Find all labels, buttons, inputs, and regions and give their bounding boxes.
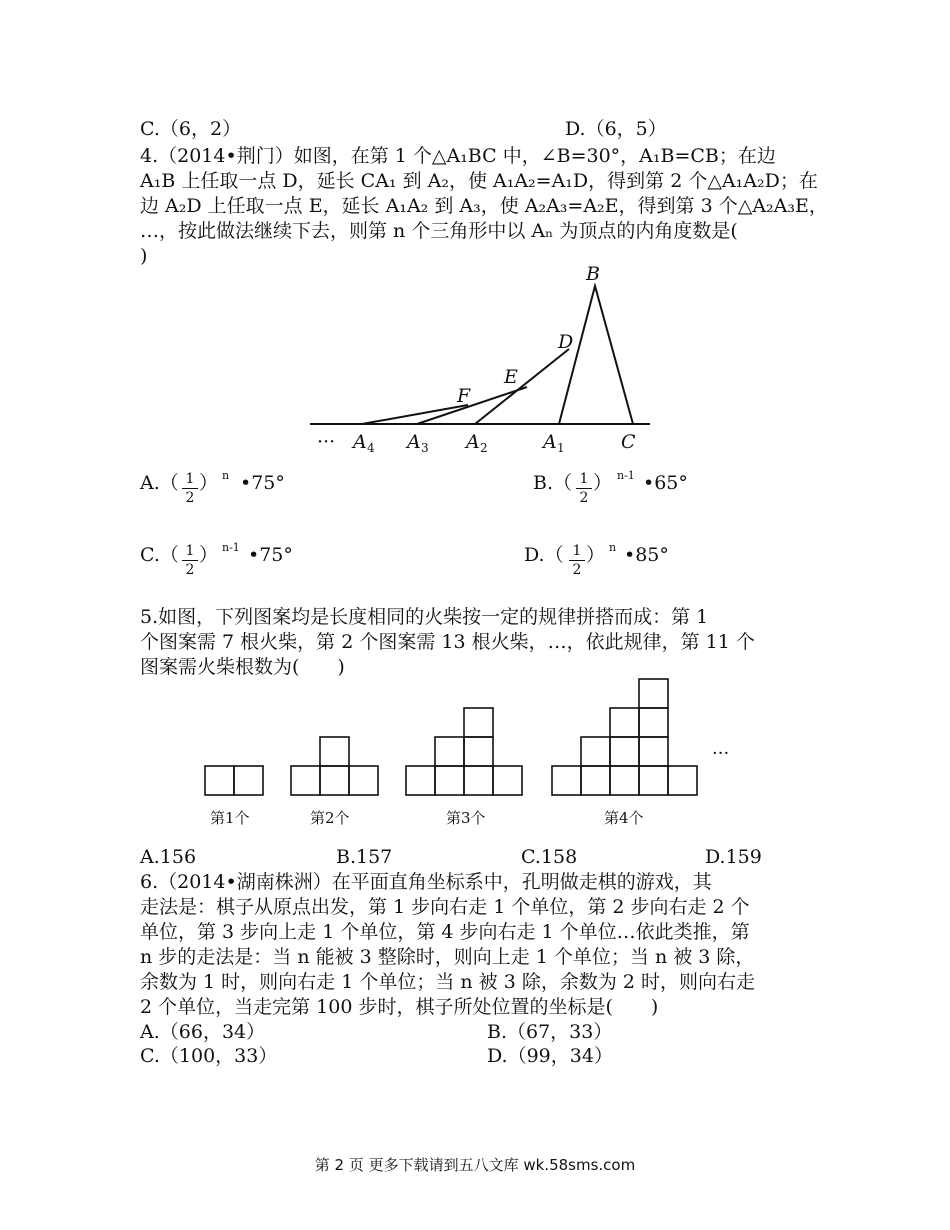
numerator: 1 xyxy=(182,470,198,489)
q4-option-d-fraction xyxy=(569,542,585,579)
label-a2: A xyxy=(466,431,480,453)
q5-stem-line-1: 5.如图，下列图案均是长度相同的火柴按一定的规律拼搭而成：第 1 xyxy=(140,606,709,628)
label-f: F xyxy=(457,385,471,407)
label-a1: A xyxy=(543,431,557,453)
label-a1-sub: 1 xyxy=(557,441,565,455)
q4-option-d-label: D.（ xyxy=(524,544,564,566)
q6-stem-line-4: n 步的走法是：当 n 能被 3 整除时，则向上走 1 个单位；当 n 被 3 除， xyxy=(140,946,755,968)
q6-option-a: A.（66，34） xyxy=(140,1021,266,1043)
label-a4-sub: 4 xyxy=(367,441,375,455)
pattern-1 xyxy=(205,766,263,795)
numerator: 1 xyxy=(569,542,585,561)
label-a3-sub: 3 xyxy=(421,441,429,455)
label-a4: A xyxy=(353,431,367,453)
q4-option-a-label: A.（ xyxy=(140,472,179,494)
q4-stem-line-5: ) xyxy=(140,245,148,267)
q4-option-c-tail: •75° xyxy=(248,544,293,566)
label-dots: ··· xyxy=(317,431,336,453)
q3-option-d: D.（6，5） xyxy=(565,118,667,140)
label-a2-sub: 2 xyxy=(480,441,488,455)
label-e: E xyxy=(504,366,518,388)
q5-option-a: A.156 xyxy=(140,846,197,868)
q6-stem-line-2: 走法是：棋子从原点出发，第 1 步向右走 1 个单位，第 2 步向右走 2 个 xyxy=(140,896,750,918)
q6-stem-line-5: 余数为 1 时，则向右走 1 个单位；当 n 被 3 除，余数为 2 时，则向右走 xyxy=(140,971,755,993)
denominator: 2 xyxy=(572,562,582,578)
q4-stem-line-3: 边 A₂D 上任取一点 E，延长 A₁A₂ 到 A₃，使 A₂A₃=A₂E，得到第 3 个△A₂A₃E， xyxy=(140,195,828,217)
q4-option-a-fraction xyxy=(182,470,198,507)
q6-stem-line-6: 2 个单位，当走完第 100 步时，棋子所处位置的坐标是( ) xyxy=(140,996,659,1018)
segment-f-a4 xyxy=(362,405,468,424)
pattern-3 xyxy=(406,708,522,795)
label-c: C xyxy=(621,431,636,453)
q5-matchstick-figure xyxy=(200,675,760,835)
q4-option-c-exponent: n-1 xyxy=(222,541,240,554)
pattern-4 xyxy=(552,679,697,795)
segment-e-a3 xyxy=(417,387,527,424)
q6-option-c: C.（100，33） xyxy=(140,1045,278,1067)
q4-option-b-close: ） xyxy=(593,472,613,494)
q6-stem-line-3: 单位，第 3 步向上走 1 个单位，第 4 步向右走 1 个单位…依此类推，第 xyxy=(140,921,750,943)
segment-d-a2 xyxy=(475,349,569,424)
numerator: 1 xyxy=(576,470,592,489)
label-pattern-4: 第4个 xyxy=(604,809,644,827)
q4-option-b-tail: •65° xyxy=(643,472,688,494)
q6-option-d: D.（99，34） xyxy=(487,1045,613,1067)
q3-option-c: C.（6，2） xyxy=(140,118,242,140)
q4-option-a-exponent: n xyxy=(222,469,230,482)
label-a3: A xyxy=(407,431,421,453)
q5-stem-line-2: 个图案需 7 根火柴，第 2 个图案需 13 根火柴，…，依此规律，第 11 个 xyxy=(140,631,755,653)
q4-triangle-figure xyxy=(305,262,650,457)
label-b: B xyxy=(586,263,600,285)
q6-stem-line-1: 6.（2014•湖南株洲）在平面直角坐标系中，孔明做走棋的游戏，其 xyxy=(140,871,712,893)
label-pattern-2: 第2个 xyxy=(310,809,350,827)
q4-option-a-close: ） xyxy=(199,472,219,494)
denominator: 2 xyxy=(185,562,195,578)
triangle-a1-b-c xyxy=(559,286,633,424)
numerator: 1 xyxy=(182,542,198,561)
q5-option-b: B.157 xyxy=(336,846,393,868)
pattern-2 xyxy=(291,737,378,795)
q4-stem-line-1: 4.（2014•荆门）如图，在第 1 个△A₁BC 中，∠B=30°，A₁B=CB；在边 xyxy=(140,145,776,167)
q4-option-d-exponent: n xyxy=(609,541,617,554)
q4-stem-line-2: A₁B 上任取一点 D，延长 CA₁ 到 A₂，使 A₁A₂=A₁D，得到第 2 个△A₁A₂D；在 xyxy=(140,170,818,192)
denominator: 2 xyxy=(185,490,195,506)
q4-option-c-close: ） xyxy=(199,544,219,566)
q5-stem-line-3: 图案需火柴根数为( ) xyxy=(140,656,345,678)
label-pattern-1: 第1个 xyxy=(210,809,250,827)
q5-option-d: D.159 xyxy=(705,846,762,868)
q4-option-c-fraction xyxy=(182,542,198,579)
q4-option-b-label: B.（ xyxy=(533,472,573,494)
q4-option-d-close: ） xyxy=(586,544,606,566)
label-pattern-3: 第3个 xyxy=(446,809,486,827)
label-d: D xyxy=(558,331,574,353)
q4-stem-line-4: …，按此做法继续下去，则第 n 个三角形中以 Aₙ 为顶点的内角度数是( xyxy=(140,220,738,242)
label-dots: ··· xyxy=(712,743,730,764)
q4-option-a-tail: •75° xyxy=(240,472,285,494)
q4-option-d-tail: •85° xyxy=(624,544,669,566)
q4-option-b-exponent: n-1 xyxy=(617,469,635,482)
q4-option-c-label: C.（ xyxy=(140,544,179,566)
denominator: 2 xyxy=(579,490,589,506)
q6-option-b: B.（67，33） xyxy=(487,1021,613,1043)
q5-option-c: C.158 xyxy=(521,846,578,868)
page-footer: 第 2 页 更多下载请到五八文库 wk.58sms.com xyxy=(314,1156,636,1174)
q4-option-b-fraction xyxy=(576,470,592,507)
